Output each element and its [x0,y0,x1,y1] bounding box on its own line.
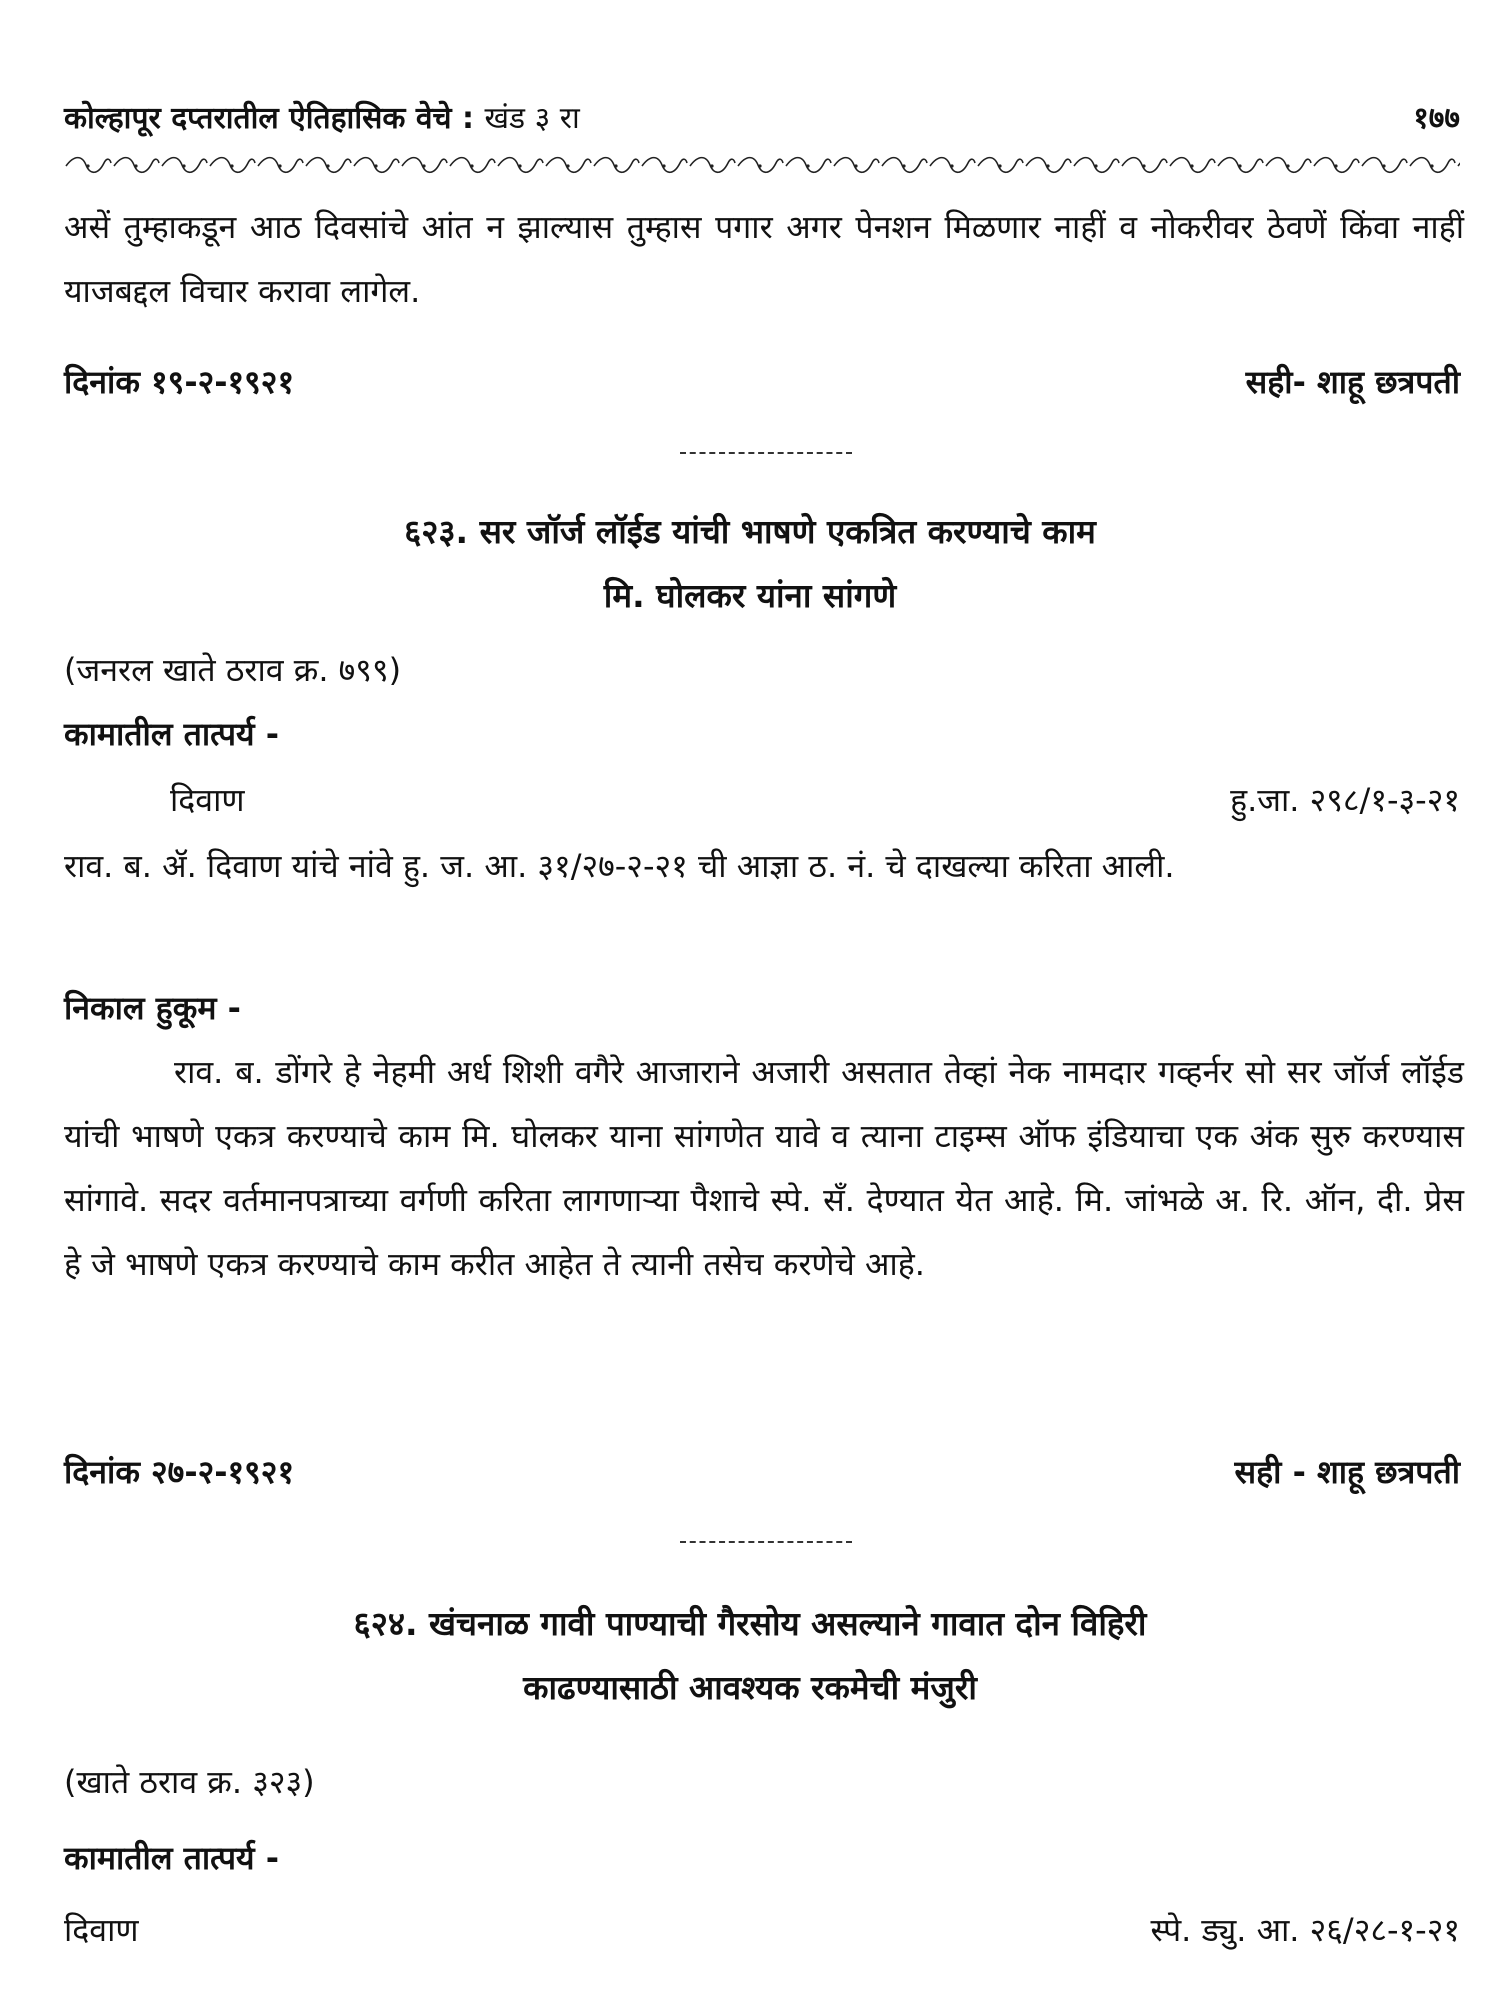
entry-heading [40,1592,1460,1720]
page-number: १७७ [1413,101,1460,136]
summary-label: कामातील तात्पर्य - [64,1839,280,1877]
book-title: कोल्हापूर दप्तरातील ऐतिहासिक वेचे : [64,101,475,136]
signature-line: सही - शाहू छत्रपती [1234,1453,1460,1491]
date-line: दिनांक १९-२-१९२१ [64,363,295,401]
entry-heading [40,500,1460,628]
sender-label: दिवाण [64,1911,139,1949]
running-header-title [64,96,580,137]
order-paragraph: राव. ब. डोंगरे हे नेहमी अर्ध शिशी वगैरे आजाराने अजारी असतात तेव्हां नेक नामदार गव्हर्नर सो सर जॉर्ज लॉईड यांची भाषणे एकत्र करण्याचे काम मि. घोलकर याना सांगणेत यावे व त्याना टाइम्स ऑफ इंडियाचा एक अंक सुरु करण्यास सांगावे. सदर वर्तमानपत्राच्या वर्गणी करिता लागणाऱ्या पैशाचे स्पे. सँ. देण्यात येत आहे. मि. जांभळे अ. रि. ऑन, दी. प्रेस हे जे भाषणे एकत्र करण्याचे काम करीत आहेत ते त्यानी तसेच करणेचे आहे. [64,1053,1464,1283]
volume-label: खंड ३ रा [484,101,580,136]
entry-heading-line: ६२३. सर जॉर्ज लॉईड यांची भाषणे एकत्रित करण्याचे काम [404,512,1096,551]
resolution-reference: (खाते ठराव क्र. ३२३) [64,1763,315,1801]
file-reference: स्पे. ड्यु. आ. २६/२८-१-२१ [1150,1911,1460,1949]
section-separator [680,452,852,454]
section-separator [680,1541,852,1543]
sender-label: दिवाण [170,781,245,819]
summary-paragraph: राव. ब. ॲ. दिवाण यांचे नांवे हु. ज. आ. ३१/२७-२-२१ ची आज्ञा ठ. नं. चे दाखल्या करिता आली. [64,847,1175,885]
entry-heading-line: मि. घोलकर यांना सांगणे [603,576,897,615]
order-label: निकाल हुकूम - [64,989,241,1027]
summary-label: कामातील तात्पर्य - [64,715,280,753]
signature-line: सही- शाहू छत्रपती [1245,363,1460,401]
continuation-paragraph: असें तुम्हाकडून आठ दिवसांचे आंत न झाल्यास तुम्हास पगार अगर पेनशन मिळणार नाहीं व नोकरीवर ठेवणें किंवा नाहीं याजबद्दल विचार करावा लागेल. [64,208,1464,310]
file-reference: हु.जा. २९८/१-३-२१ [1230,781,1460,819]
entry-heading-line: काढण्यासाठी आवश्यक रकमेची मंजुरी [523,1668,977,1707]
resolution-reference: (जनरल खाते ठराव क्र. ७९९) [64,651,402,689]
date-line: दिनांक २७-२-१९२१ [64,1453,295,1491]
ornamental-divider [64,153,1460,179]
entry-heading-line: ६२४. खंचनाळ गावी पाण्याची गैरसोय असल्याने गावात दोन विहिरी [353,1604,1147,1643]
